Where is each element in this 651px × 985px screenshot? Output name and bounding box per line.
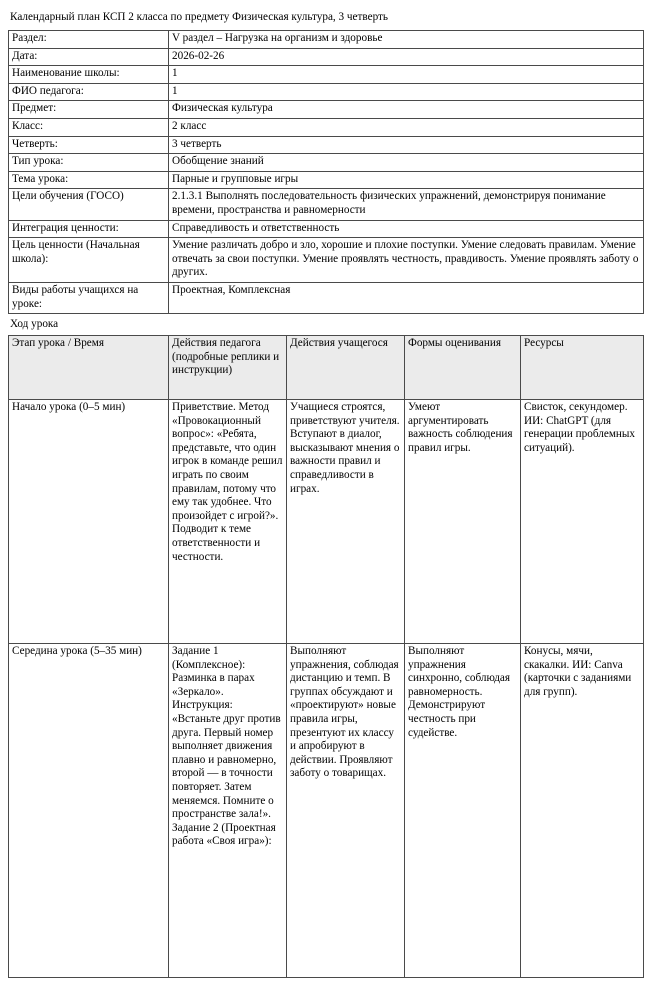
- cell-student-actions: Выполняют упражнения, соблюдая дистанцию и темп. В группах обсуждают и «проектируют» новые правила игры, презентуют их классу и апробируют в действии. Проявляют заботу о товарищах.: [287, 644, 405, 978]
- cell-assessment: Выполняют упражнения синхронно, соблюдая равномерность. Демонстрируют честность при судействе.: [405, 644, 521, 978]
- cell-teacher-actions: Задание 1 (Комплексное): Разминка в парах «Зеркало». Инструкция: «Встаньте друг против друга. Первый номер выполняет движения плавно и равномерно, второй — в точности повторяет. Затем меняемся. Помните о пространстве зала!». Задание 2 (Проектная работа «Своя игра»):: [169, 644, 287, 978]
- cell-stage: Начало урока (0–5 мин): [9, 400, 169, 644]
- cell-student-actions: Учащиеся строятся, приветствуют учителя. Вступают в диалог, высказывают мнения о важности правил и справедливости в играх.: [287, 400, 405, 644]
- table-row: [9, 83, 644, 101]
- info-label: Предмет:: [9, 101, 169, 119]
- table-row: [9, 31, 644, 49]
- table-row: [9, 400, 644, 644]
- table-row: [9, 189, 644, 220]
- table-row: [9, 101, 644, 119]
- info-label: Четверть:: [9, 136, 169, 154]
- info-label: Раздел:: [9, 31, 169, 49]
- cell-teacher-actions: Приветствие. Метод «Провокационный вопрос»: «Ребята, представьте, что один игрок в команде решил играть по своим правилам, потому что ему так удобнее. Что произойдет с игрой?». Подводит к теме ответственности и честности.: [169, 400, 287, 644]
- table-row: [9, 154, 644, 172]
- column-header-student-actions: Действия учащегося: [287, 336, 405, 400]
- column-header-teacher-actions: Действия педагога (подробные реплики и инструкции): [169, 336, 287, 400]
- column-header-resources: Ресурсы: [521, 336, 644, 400]
- info-value: Обобщение знаний: [169, 154, 644, 172]
- info-value: 1: [169, 66, 644, 84]
- lesson-table-header: [9, 336, 644, 400]
- info-label: Тема урока:: [9, 171, 169, 189]
- table-row: [9, 220, 644, 238]
- table-row: [9, 48, 644, 66]
- info-value: Физическая культура: [169, 101, 644, 119]
- info-value: Проектная, Комплексная: [169, 282, 644, 313]
- page-title: Календарный план КСП 2 класса по предмету Физическая культура, 3 четверть: [10, 11, 389, 23]
- info-value: 3 четверть: [169, 136, 644, 154]
- info-label: ФИО педагога:: [9, 83, 169, 101]
- column-header-assessment: Формы оценивания: [405, 336, 521, 400]
- table-row: [9, 282, 644, 313]
- info-label: Тип урока:: [9, 154, 169, 172]
- info-label: Дата:: [9, 48, 169, 66]
- lesson-table-body: [9, 400, 644, 978]
- info-value: Парные и групповые игры: [169, 171, 644, 189]
- cell-stage: Середина урока (5–35 мин): [9, 644, 169, 978]
- info-label: Цель ценности (Начальная школа):: [9, 238, 169, 283]
- section-caption: Ход урока: [10, 318, 59, 331]
- table-row: [9, 66, 644, 84]
- info-value: Умение различать добро и зло, хорошие и плохие поступки. Умение следовать правилам. Умение отвечать за свои поступки. Умение проявлять честность, правдивость. Умение проявлять заботу о других.: [169, 238, 644, 283]
- cell-resources: Свисток, секундомер. ИИ: ChatGPT (для генерации проблемных ситуаций).: [521, 400, 644, 644]
- info-value: V раздел – Нагрузка на организм и здоровье: [169, 31, 644, 49]
- info-label: Цели обучения (ГОСО): [9, 189, 169, 220]
- info-label: Наименование школы:: [9, 66, 169, 84]
- info-table-body: [9, 31, 644, 314]
- cell-resources: Конусы, мячи, скакалки. ИИ: Canva (карточки с заданиями для групп).: [521, 644, 644, 978]
- lesson-plan-table: [8, 335, 644, 978]
- table-row: [9, 644, 644, 978]
- info-label: Интеграция ценности:: [9, 220, 169, 238]
- info-value: 2026-02-26: [169, 48, 644, 66]
- info-value: 1: [169, 83, 644, 101]
- info-value: 2.1.3.1 Выполнять последовательность физических упражнений, демонстрируя понимание времени, пространства и равномерности: [169, 189, 644, 220]
- table-row: [9, 171, 644, 189]
- column-header-stage: Этап урока / Время: [9, 336, 169, 400]
- cell-assessment: Умеют аргументировать важность соблюдения правил игры.: [405, 400, 521, 644]
- info-label: Класс:: [9, 118, 169, 136]
- lesson-info-table: [8, 30, 644, 314]
- info-label: Виды работы учащихся на уроке:: [9, 282, 169, 313]
- info-value: 2 класс: [169, 118, 644, 136]
- info-value: Справедливость и ответственность: [169, 220, 644, 238]
- table-row: [9, 118, 644, 136]
- table-row: [9, 238, 644, 283]
- table-row: [9, 136, 644, 154]
- table-header-row: [9, 336, 644, 400]
